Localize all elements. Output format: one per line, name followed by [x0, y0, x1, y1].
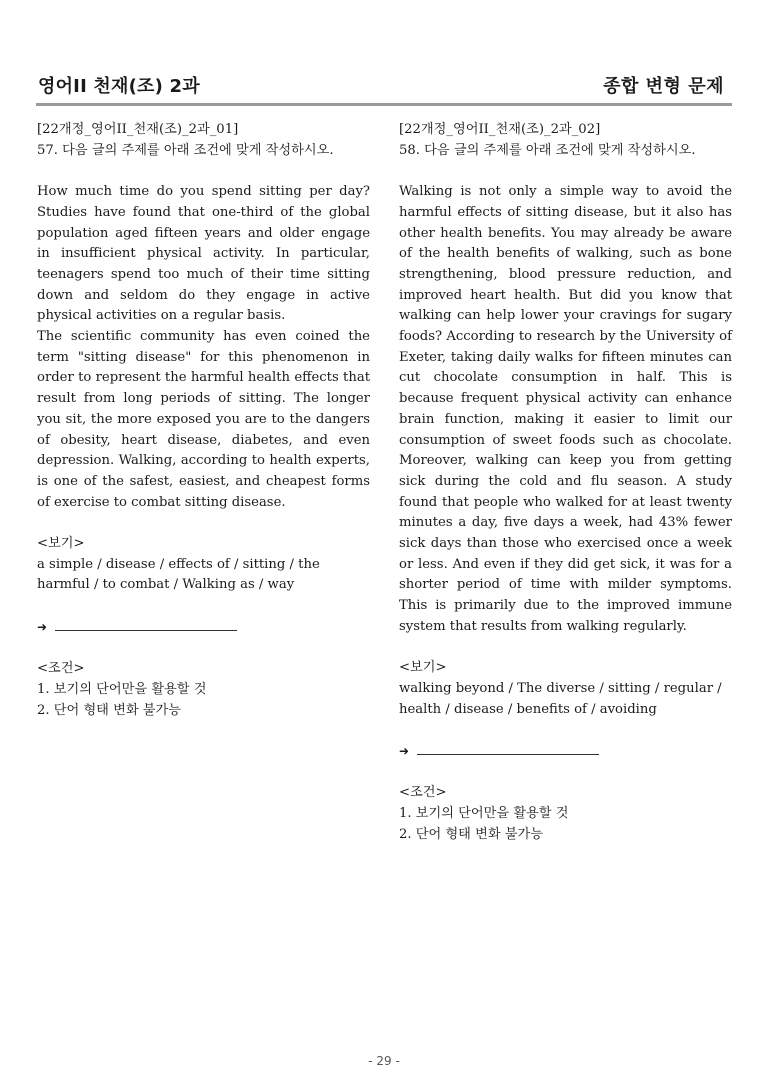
- question-prompt: 58. 다음 글의 주제를 아래 조건에 맞게 작성하시오.: [399, 142, 696, 158]
- condition-item: 1. 보기의 단어만을 활용할 것: [37, 681, 207, 697]
- question-57: [37, 120, 370, 721]
- question-prompt: 57. 다음 글의 주제를 아래 조건에 맞게 작성하시오.: [37, 142, 334, 158]
- passage: [37, 182, 370, 513]
- passage-paragraph: The scientific community has even coined the term "sitting disease" for this phenomenon in order to represent the harmful health effects that result from long periods of sitting. The longer you sit, the more exposed you are to the dangers of obesity, heart disease, diabetes, and even depression. Walking, according to health experts, is one of the safest, easiest, and cheapest forms of exercise to combat sitting disease.: [37, 329, 370, 510]
- bogi-label: <보기>: [399, 660, 447, 676]
- page-header: [36, 72, 732, 102]
- question-58: [399, 120, 732, 846]
- page-number: - 29 -: [368, 1054, 400, 1068]
- question-code: [22개정_영어II_천재(조)_2과_01]: [37, 122, 239, 137]
- answer-blank-row: [399, 741, 732, 763]
- bogi-line: a simple / disease / effects of / sitting / the: [37, 556, 320, 572]
- arrow-icon: ➜: [37, 619, 48, 634]
- header-left-title: 영어II 천재(조) 2과: [38, 76, 200, 97]
- condition-item: 1. 보기의 단어만을 활용할 것: [399, 806, 569, 822]
- question-code: [22개정_영어II_천재(조)_2과_02]: [399, 122, 601, 137]
- bogi-line: health / disease / benefits of / avoiding: [399, 701, 657, 717]
- header-right-title: 종합 변형 문제: [603, 76, 724, 97]
- condition-label: <조건>: [399, 785, 447, 801]
- answer-blank[interactable]: [55, 617, 237, 631]
- condition-label: <조건>: [37, 661, 85, 677]
- bogi-line: harmful / to combat / Walking as / way: [37, 577, 295, 593]
- bogi-label: <보기>: [37, 536, 85, 552]
- answer-blank[interactable]: [417, 741, 599, 755]
- header-divider: [36, 103, 732, 106]
- passage-paragraph: How much time do you spend sitting per day? Studies have found that one-third of the global population aged fifteen years and older engage in insufficient physical activity. In particular, teenagers spend too much of their time sitting down and seldom do they engage in active physical activities on a regular basis.: [37, 184, 370, 324]
- passage-paragraph: Walking is not only a simple way to avoid the harmful effects of sitting disease, but it also has other health benefits. You may already be aware of the health benefits of walking, such as bone strengthening, blood pressure reduction, and improved heart health. But did you know that walking can help lower your cravings for sugary foods? According to research by the University of Exeter, taking daily walks for fifteen minutes can cut chocolate consumption in half. This is because frequent physical activity can enhance brain function, making it easier to limit our consumption of sweet foods such as chocolate. Moreover, walking can keep you from getting sick during the cold and flu season. A study found that people who walked for at least twenty minutes a day, five days a week, had 43% fewer sick days than those who exercised once a week or less. And even if they did get sick, it was for a shorter period of time with milder symptoms. This is primarily due to the improved immune system that results from walking regularly.: [399, 184, 732, 634]
- arrow-icon: ➜: [399, 744, 410, 759]
- answer-blank-row: [37, 617, 370, 639]
- bogi-line: walking beyond / The diverse / sitting / regular /: [399, 680, 722, 696]
- condition-item: 2. 단어 형태 변화 불가능: [399, 826, 544, 842]
- condition-item: 2. 단어 형태 변화 불가능: [37, 702, 182, 718]
- passage: [399, 182, 732, 637]
